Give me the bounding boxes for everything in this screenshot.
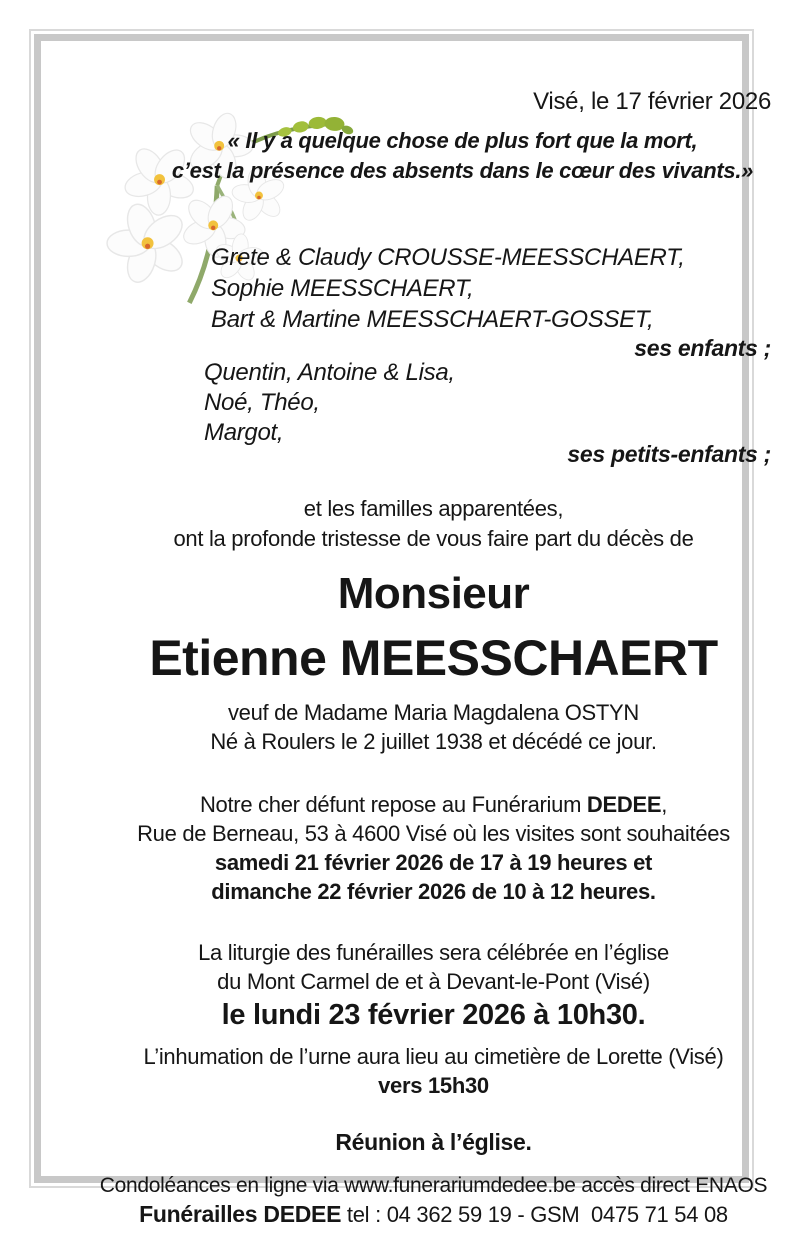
page-frame [29,29,771,1227]
burial-time: vers 15h30 [378,1073,489,1098]
children-label: ses enfants ; [634,335,771,361]
funerarium-name: DEDEE [586,792,662,817]
intro-line-2: ont la profonde tristesse de vous faire part du décès de [173,526,694,551]
visit-time-1: samedi 21 février 2026 de 17 à 19 heures et [214,850,653,875]
condolences-line: Condoléances en ligne via www.funerariumdedee.be accès direct ENAOS [99,1174,768,1197]
burial-line: L’inhumation de l’urne aura lieu au cimetière de Lorette (Visé) [143,1044,724,1069]
dateline: Visé, le 17 février 2026 [533,88,771,115]
intro-line-1: et les familles apparentées, [303,496,564,521]
repose-line-1-suffix: , [661,792,668,817]
grandchildren-label: ses petits-enfants ; [567,441,771,467]
burial-block [82,1042,785,1100]
grandchild-name: Noé, Théo, [204,389,320,416]
funeral-home-phones: tel : 04 362 59 19 - GSM 0475 71 54 08 [341,1202,728,1227]
funeral-home-line [82,1200,785,1229]
child-name: Grete & Claudy CROUSSE-MEESSCHAERT, [211,244,685,271]
visit-time-2: dimanche 22 février 2026 de 10 à 12 heures. [211,879,656,904]
repose-address: Rue de Berneau, 53 à 4600 Visé où les visites sont souhaitées [137,821,730,846]
funeral-home-name: Funérailles DEDEE [139,1201,342,1227]
quote-line-1: « Il y a quelque chose de plus fort que la mort, [227,128,698,153]
quote-line-2: c’est la présence des absents dans le cœur des vivants.» [171,158,754,183]
grandchild-name: Margot, [204,419,284,446]
page-frame-inner-band [34,34,771,1227]
deceased-title: Monsieur [337,569,530,618]
liturgy-block [82,938,785,1034]
liturgy-date: le lundi 23 février 2026 à 10h30. [221,999,646,1031]
repose-line-1: Notre cher défunt repose au Funérarium [199,792,582,817]
grandchild-name: Quentin, Antoine & Lisa, [204,359,455,386]
liturgy-line-2: du Mont Carmel de et à Devant-le-Pont (Visé) [217,969,650,994]
repose-block [82,790,785,906]
quote [82,126,785,186]
reunion-line: Réunion à l’église. [335,1129,532,1155]
liturgy-line-1: La liturgie des funérailles sera célébrée en l’église [198,940,669,965]
widower-line: veuf de Madame Maria Magdalena OSTYN [227,700,640,725]
children-names [211,242,771,335]
widower-block [82,698,785,756]
birth-line: Né à Roulers le 2 juillet 1938 et décédé ce jour. [210,729,657,754]
child-name: Bart & Martine MEESSCHAERT-GOSSET, [211,306,654,333]
intro [82,494,785,554]
deceased-name: Etienne MEESSCHAERT [149,630,718,686]
announcement-content [82,82,785,1227]
grandchildren-names [204,358,764,448]
child-name: Sophie MEESSCHAERT, [211,275,474,302]
